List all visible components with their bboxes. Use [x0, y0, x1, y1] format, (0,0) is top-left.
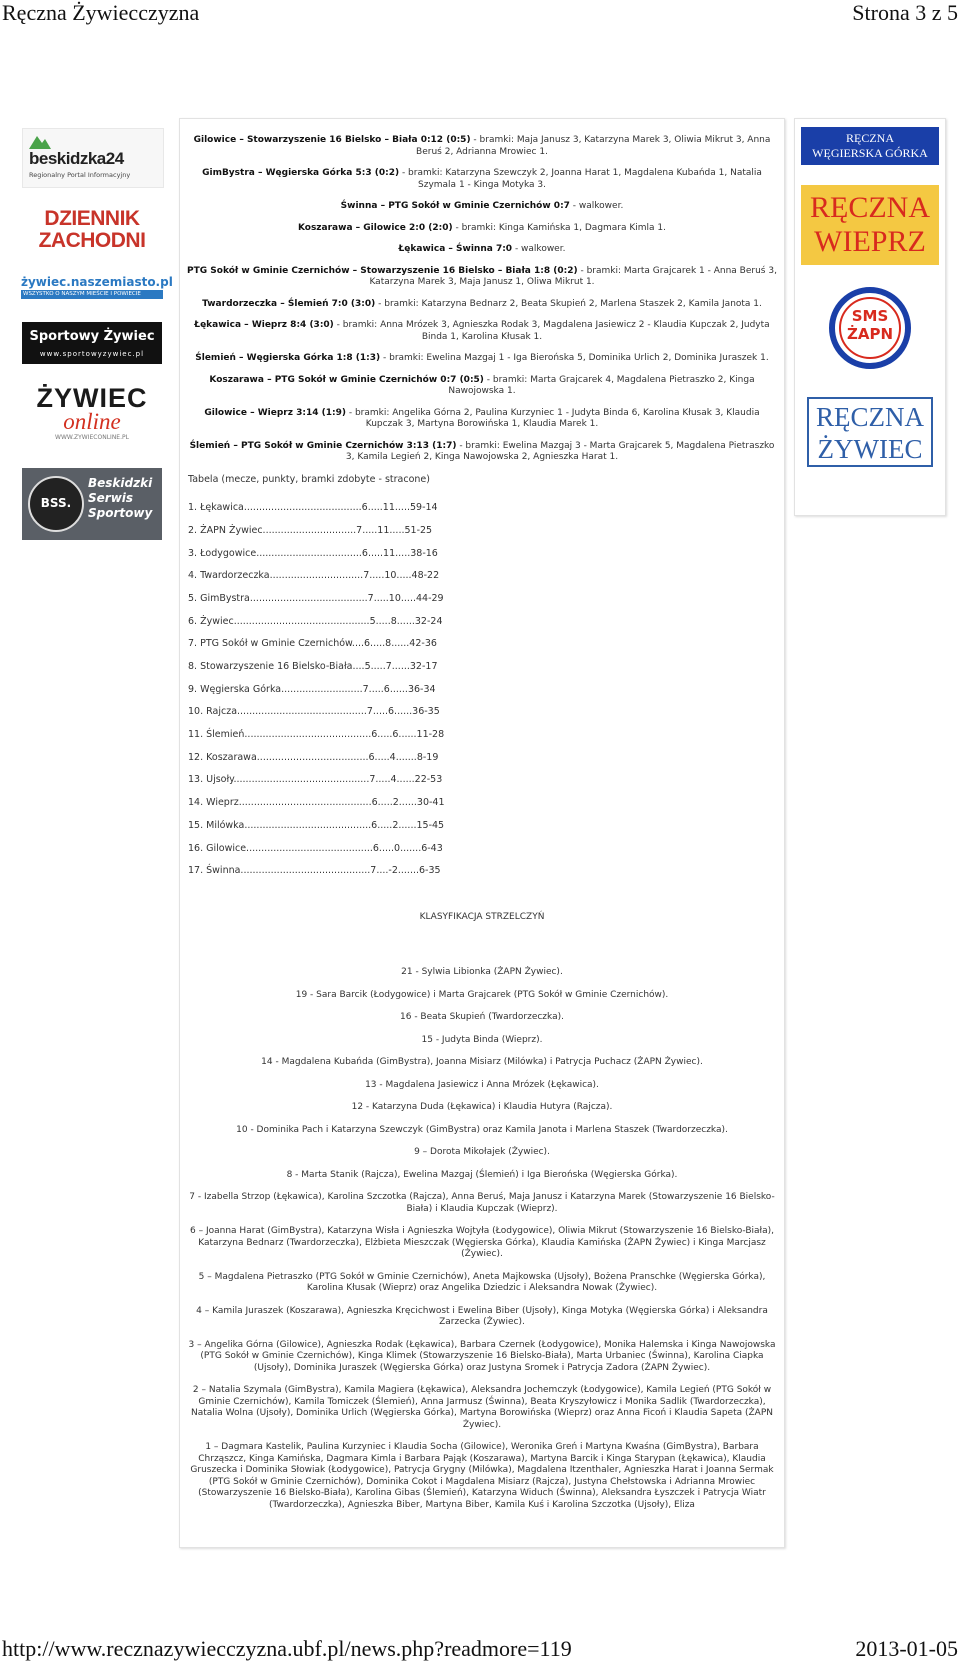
table-row: 1. Łękawica.......................................6.....11.....59-14 — [188, 502, 438, 514]
source-url: http://www.recznazywiecczyzna.ubf.pl/news.php?readmore=119 — [2, 1636, 572, 1661]
match-scorers: - bramki: Katarzyna Bednarz 2, Beata Skupień 2, Marlena Staszek 2, Kamila Janota 1. — [375, 298, 762, 309]
mountain-icon — [29, 133, 51, 149]
scorer-row: 15 - Judyta Binda (Wieprz). — [421, 1034, 543, 1045]
match-result — [186, 375, 778, 398]
zywiec-naszemiasto-logo[interactable] — [21, 274, 173, 302]
table-row: 12. Koszarawa.....................................6.....4.......8-19 — [188, 751, 439, 763]
sms-line1: SMS — [851, 307, 889, 325]
sms-line2: ŻAPN — [846, 325, 894, 343]
beskidzka24-tagline: Regionalny Portal Informacyjny — [29, 171, 131, 179]
site-title: Ręczna Żywiecczyzna — [2, 0, 200, 25]
match-score: Twardorzeczka – Ślemień 7:0 (3:0) — [202, 298, 376, 309]
reczna-wieprz-logo[interactable] — [801, 185, 939, 265]
match-scorers: - bramki: Katarzyna Szewczyk 2, Joanna Harat 1, Magdalena Kubańda 1, Natalia Szymala 1 - Kinga Motyka 3. — [399, 168, 762, 190]
bss-badge — [28, 476, 84, 532]
zywiec-line2: ŻYWIEC — [817, 434, 923, 464]
sms-zapn-logo[interactable] — [827, 285, 913, 371]
match-score: Koszarawa – Gilowice 2:0 (2:0) — [297, 222, 453, 233]
scorer-row: 10 - Dominika Pach i Katarzyna Szewczyk (GimBystra) oraz Kamila Janota i Marlena Staszek (Twardorzeczka). — [236, 1124, 728, 1135]
sportowy-name: Sportowy Żywiec — [29, 329, 155, 344]
scorer-row: 3 – Angelika Górna (Gilowice), Agnieszka Rodak (Łękawica), Barbara Czernek (Łodygowice), Monika Halemska i Kinga Nawojowska (PTG Sokół w Gminie Czernichów), Kinga Klimek (Stowarzyszenie 16 Bielsko-Biała), Marta Urbaniec (Świnna), Karolina Ciapka (Ujsoły), Dominika Juraszek (Węgierska Górka) oraz Justyna Sromek i Patrycja Zadora (ŻAPN Żywiec). — [188, 1339, 776, 1373]
match-score: Łękawica – Wieprz 8:4 (3:0) — [194, 320, 334, 330]
dziennik-line1: DZIENNIK — [44, 207, 140, 230]
scorer-row: 14 - Magdalena Kubańda (GimBystra), Joanna Misiarz (Milówka) i Patrycja Puchacz (ŻAPN Żywiec). — [261, 1057, 703, 1068]
scorer-row: 5 – Magdalena Pietraszko (PTG Sokół w Gminie Czernichów), Aneta Majkowska (Ujsoły), Bożena Pranschke (Węgierska Górka), Karolina Kłusak (Wieprz) oraz Angelika Dziedzic i Aleksandra Nowak (Żywiec). — [198, 1271, 766, 1294]
match-scorers: - bramki: Anna Mrózek 3, Agnieszka Rodak 3, Magdalena Jasiewicz 2 - Klaudia Kupczak 2, Judyta Binda 1, Karolina Kłusak 1. — [333, 320, 770, 342]
table-row: 14. Wieprz............................................6.....2......30-41 — [188, 797, 445, 809]
table-caption: Tabela (mecze, punkty, bramki zdobyte - stracone) — [188, 473, 430, 485]
left-sponsor-column — [18, 128, 173, 560]
gorka-line1: RĘCZNA — [846, 131, 894, 145]
match-score: GimBystra – Węgierska Górka 5:3 (0:2) — [202, 168, 400, 178]
print-date: 2013-01-05 — [855, 1636, 958, 1661]
match-result — [186, 223, 778, 235]
match-result — [186, 135, 778, 158]
table-row: 2. ŻAPN Żywiec...............................7.....11.....51-25 — [188, 524, 433, 536]
match-scorers: - walkower. — [569, 201, 624, 211]
bss-line1: Beskidzki — [88, 476, 153, 490]
match-score: Ślemień – PTG Sokół w Gminie Czernichów 3:13 (1:7) — [189, 440, 457, 451]
sportowy-url: www.sportowyzywiec.pl — [39, 350, 145, 358]
match-scorers: - bramki: Ewelina Mazgaj 3 - Marta Grajcarek 5, Magdalena Pietraszko 3, Kamila Legień 2, Kinga Nawojowska 2, Agnieszka Harat 1. — [345, 440, 775, 462]
table-row: 10. Rajcza...........................................7.....6......36-35 — [188, 706, 440, 718]
zywiec-online-line1: ŻYWIEC — [36, 383, 148, 413]
match-scorers: - bramki: Angelika Górna 2, Paulina Kurzyniec 1 - Judyta Binda 6, Karolina Kłusak 3, Klaudia Kupczak 3, Martyna Borowińska 1, Klaudia Marek 1. — [345, 407, 760, 429]
table-row: 5. GimBystra.......................................7.....10.....44-29 — [188, 592, 444, 604]
table-row: 16. Gilowice..........................................6.....0.......6-43 — [188, 842, 443, 854]
zywiec-online-line2: online — [63, 409, 121, 434]
match-score: Gilowice – Stowarzyszenie 16 Bielsko – Biała 0:12 (0:5) — [193, 135, 471, 145]
match-result — [186, 299, 778, 311]
page-footer — [0, 1634, 960, 1664]
top-scorers — [180, 912, 784, 1512]
match-scorers: - bramki: Marta Grajcarek 4, Magdalena Pietraszko 2, Kinga Nawojowska 1. — [448, 374, 755, 396]
dziennik-line2: ZACHODNI — [38, 229, 146, 252]
table-row: 15. Milówka..........................................6.....2......15-45 — [188, 819, 445, 831]
zywiec-online-url: WWW.ZYWIECONLINE.PL — [55, 434, 129, 441]
match-result — [186, 320, 778, 343]
match-results — [180, 119, 784, 464]
match-scorers: - walkower. — [512, 244, 566, 254]
league-table — [180, 474, 784, 888]
match-result — [186, 408, 778, 431]
scorers-title: KLASYFIKACJA STRZELCZYŃ — [419, 911, 545, 922]
wieprz-line2: WIEPRZ — [814, 225, 926, 258]
table-row: 11. Ślemień..........................................6.....6......11-28 — [188, 729, 445, 741]
scorer-row: 12 - Katarzyna Duda (Łękawica) i Klaudia Hutyra (Rajcza). — [351, 1102, 613, 1113]
scorer-row: 6 – Joanna Harat (GimBystra), Katarzyna Wisła i Agnieszka Wojtyła (Łodygowice), Oliwia Mikrut (Stowarzyszenie 16 Bielsko-Biała), Katarzyna Bednarz (Twardorzeczka), Elżbieta Mieszczak (Węgierska Górka), Klaudia Kamińska (ŻAPN Żywiec) i Kinga Marcjasz (Żywiec). — [190, 1226, 774, 1260]
scorer-row: 19 - Sara Barcik (Łodygowice) i Marta Grajcarek (PTG Sokół w Gminie Czernichów). — [295, 989, 669, 1000]
scorer-row: 1 – Dagmara Kastelik, Paulina Kurzyniec i Klaudia Socha (Gilowice), Weronika Greń i Martyna Kwaśna (GimBystra), Barbara Chrząszcz, Kinga Kamińska, Dagmara Kimla i Barbara Pająk (Koszarawa), Martyna Barcik i Kinga Starypan (Łękawica), Klaudia Gruszecka i Dominika Słowiak (Łodygowice), Patrycja Grygny (Milówka), Magdalena Itzenthaler, Agnieszka Harat i Joanna Sermak (PTG Sokół w Gminie Czernichów), Dominika Cokot i Magdalena Misiarz (Rajcza), Justyna Chełstowska i Adrianna Mrowiec (Stowarzyszenie 16 Bielsko-Biała), Karolina Gibas (Ślemień), Katarzyna Widuch (Świnna), Aleksandra Łyszczek i Patrycja Wiatr (Twardorzeczka), Agnieszka Biber, Martyna Biber, Kamila Kuś i Karolina Szczotka (Ujsoły), Eliza — [190, 1442, 774, 1510]
bss-logo[interactable] — [22, 468, 162, 540]
match-result — [186, 266, 778, 289]
wieprz-line1: RĘCZNA — [810, 191, 930, 224]
table-row: 6. Żywiec.............................................5.....8......32-24 — [188, 615, 443, 627]
scorer-row: 21 - Sylwia Libionka (ŻAPN Żywiec). — [401, 967, 563, 978]
scorer-row: 16 - Beata Skupień (Twardorzeczka). — [400, 1012, 564, 1023]
scorer-row: 9 – Dorota Mikołajek (Żywiec). — [414, 1147, 550, 1158]
match-scorers: - bramki: Kinga Kamińska 1, Dagmara Kimla 1. — [452, 222, 667, 233]
reczna-zywiec-logo[interactable] — [807, 397, 933, 467]
beskidzka24-name: beskidzka24 — [29, 149, 124, 168]
zywiec-line1: RĘCZNA — [816, 402, 924, 432]
sportowy-zywiec-logo[interactable] — [22, 322, 162, 364]
match-result — [186, 201, 778, 213]
match-score: Koszarawa – PTG Sokół w Gminie Czernichów 0:7 (0:5) — [209, 374, 484, 385]
table-row: 7. PTG Sokół w Gminie Czernichów....6.....8......42-36 — [188, 638, 437, 650]
match-result — [186, 168, 778, 191]
scorer-row: 13 - Magdalena Jasiewicz i Anna Mrózek (Łękawica). — [365, 1079, 599, 1090]
match-score: Gilowice – Wieprz 3:14 (1:9) — [204, 407, 346, 418]
scorer-row: 8 - Marta Stanik (Rajcza), Ewelina Mazgaj (Ślemień) i Iga Bierońska (Węgierska Górka). — [286, 1169, 678, 1180]
table-row: 8. Stowarzyszenie 16 Bielsko-Biała....5.....7......32-17 — [188, 661, 438, 672]
match-result — [186, 441, 778, 464]
match-scorers: - bramki: Ewelina Mazgaj 1 - Iga Bierońska 5, Dominika Urlich 2, Dominika Juraszek 1. — [380, 353, 769, 363]
match-result — [186, 244, 778, 256]
gorka-line2: WĘGIERSKA GÓRKA — [812, 146, 928, 160]
page-header — [0, 0, 960, 28]
match-scorers: - bramki: Marta Grajcarek 1 - Anna Beruś 3, Katarzyna Marek 3, Maja Janusz 1, Oliwa Mikrut 1. — [369, 265, 777, 287]
dziennik-zachodni-logo[interactable] — [22, 208, 162, 254]
zywiec-online-logo[interactable] — [22, 384, 162, 448]
page-number: Strona 3 z 5 — [852, 0, 958, 25]
article-content — [179, 118, 785, 1548]
scorer-row: 7 - Izabella Strzop (Łękawica), Karolina Szczotka (Rajcza), Anna Beruś, Maja Janusz i Katarzyna Marek (Stowarzyszenie 16 Bielsko-Biała) i Klaudia Kupczak (Wieprz). — [189, 1192, 775, 1214]
table-row: 17. Świnna...........................................7....-2.......6-35 — [188, 865, 441, 877]
match-score: PTG Sokół w Gminie Czernichów – Stowarzyszenie 16 Bielsko – Biała 1:8 (0:2) — [187, 265, 578, 276]
table-row: 4. Twardorzeczka...............................7.....10.....48-22 — [188, 570, 440, 582]
table-row: 3. Łodygowice...................................6.....11.....38-16 — [188, 547, 438, 559]
reczna-wegierska-gorka-logo[interactable] — [801, 127, 939, 165]
match-score: Świnna – PTG Sokół w Gminie Czernichów 0:7 — [340, 201, 570, 211]
scorer-row: 2 – Natalia Szymala (GimBystra), Kamila Magiera (Łękawica), Aleksandra Jochemczyk (Łodygowice), Kamila Legień (PTG Sokół w Gminie Czernichów), Kamila Tomiczek (Ślemień), Anna Jarmusz (Świnna), Beata Kryszyłowicz i Monika Sadlik (Twardorzeczka), Natalia Wolna (Ujsoły), Dominika Urlich (Węgierska Górka), Martyna Borowińska (Wieprz) oraz Anna Ficoń i Klaudia Sapeta (ŻAPN Żywiec). — [191, 1385, 773, 1430]
table-row: 13. Ujsoły.............................................7.....4......22-53 — [188, 774, 443, 786]
bss-line3: Sportowy — [88, 506, 153, 520]
right-sponsor-column — [794, 118, 946, 516]
beskidzka24-logo[interactable] — [22, 128, 164, 188]
table-row: 9. Węgierska Górka...........................7.....6......36-34 — [188, 683, 436, 695]
naszemiasto-tagline: WSZYSTKO O NASZYM MIEŚCIE I POWIECIE — [21, 290, 163, 299]
match-result — [186, 353, 778, 365]
match-score: Ślemień – Węgierska Górka 1:8 (1:3) — [195, 353, 381, 363]
naszemiasto-name: żywiec.naszemiasto.pl — [21, 275, 173, 289]
bss-line2: Serwis — [88, 491, 134, 505]
match-scorers: - bramki: Maja Janusz 3, Katarzyna Marek 3, Oliwia Mikrut 3, Anna Beruś 2, Adrianna Mrowiec 1. — [416, 135, 771, 157]
match-score: Łękawica – Świnna 7:0 — [398, 244, 513, 254]
bss-badge-text: BSS. — [40, 496, 72, 510]
scorer-row: 4 – Kamila Juraszek (Koszarawa), Agnieszka Kręcichwost i Ewelina Biber (Ujsoły), Kinga Motyka (Węgierska Górka) i Aleksandra Zarzecka (Żywiec). — [196, 1305, 768, 1328]
